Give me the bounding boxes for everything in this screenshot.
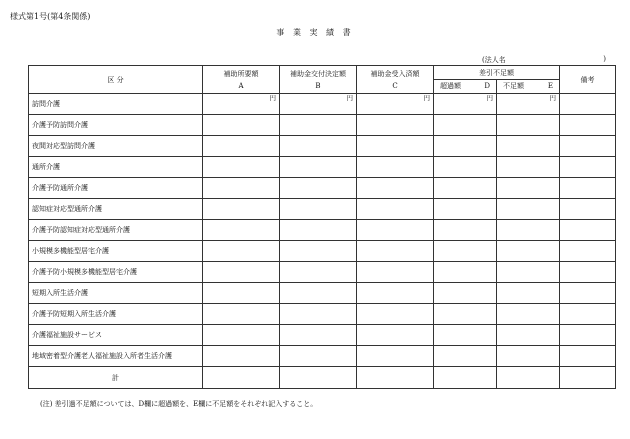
row-label: 小規模多機能型居宅介護 bbox=[29, 241, 203, 262]
form-number: 様式第1号(第4条関係) bbox=[10, 12, 91, 21]
cell-d: 円 bbox=[434, 94, 497, 115]
row-label: 通所介護 bbox=[29, 157, 203, 178]
cell-d bbox=[434, 115, 497, 136]
row-label: 短期入所生活介護 bbox=[29, 283, 203, 304]
table-row bbox=[29, 115, 616, 136]
cell-c: 円 bbox=[357, 94, 434, 115]
corporation-name-label: (法人名 bbox=[482, 56, 506, 64]
cell-c bbox=[357, 262, 434, 283]
row-label: 夜間対応型訪問介護 bbox=[29, 136, 203, 157]
header-col-b-letter: B bbox=[315, 81, 321, 90]
cell-remarks bbox=[560, 220, 616, 241]
corporation-name-close: ) bbox=[603, 55, 606, 63]
document-title: 事 業 実 績 書 bbox=[276, 28, 354, 37]
cell-b bbox=[280, 157, 357, 178]
total-label: 計 bbox=[29, 367, 203, 389]
row-label: 介護予防認知症対応型通所介護 bbox=[29, 220, 203, 241]
cell-remarks bbox=[560, 178, 616, 199]
total-d bbox=[434, 367, 497, 389]
header-col-a-letter: A bbox=[238, 81, 244, 90]
corporation-name-field bbox=[482, 55, 606, 65]
row-label: 訪問介護 bbox=[29, 94, 203, 115]
cell-e bbox=[497, 262, 560, 283]
cell-c bbox=[357, 199, 434, 220]
header-col-e-letter: E bbox=[547, 82, 553, 90]
cell-a bbox=[203, 283, 280, 304]
header-col-c-letter: C bbox=[392, 81, 398, 90]
table-row bbox=[29, 304, 616, 325]
cell-e bbox=[497, 220, 560, 241]
cell-d bbox=[434, 325, 497, 346]
footnote: (注) 差引過不足額については、D欄に超過額を、E欄に不足額をそれぞれ記入すること。 bbox=[40, 400, 318, 408]
cell-a bbox=[203, 199, 280, 220]
cell-remarks bbox=[560, 346, 616, 367]
cell-b bbox=[280, 262, 357, 283]
cell-b bbox=[280, 283, 357, 304]
row-label: 介護予防小規模多機能型居宅介護 bbox=[29, 262, 203, 283]
cell-c bbox=[357, 178, 434, 199]
cell-d bbox=[434, 304, 497, 325]
table-row bbox=[29, 325, 616, 346]
row-label: 介護予防通所介護 bbox=[29, 178, 203, 199]
header-col-e bbox=[497, 80, 560, 94]
cell-c bbox=[357, 220, 434, 241]
table-row bbox=[29, 346, 616, 367]
row-label: 認知症対応型通所介護 bbox=[29, 199, 203, 220]
total-a bbox=[203, 367, 280, 389]
total-e bbox=[497, 367, 560, 389]
cell-remarks bbox=[560, 136, 616, 157]
row-label: 介護予防短期入所生活介護 bbox=[29, 304, 203, 325]
header-col-c bbox=[357, 66, 434, 94]
cell-e: 円 bbox=[497, 94, 560, 115]
cell-a: 円 bbox=[203, 94, 280, 115]
cell-d bbox=[434, 346, 497, 367]
total-c bbox=[357, 367, 434, 389]
total-remarks bbox=[560, 367, 616, 389]
cell-d bbox=[434, 178, 497, 199]
cell-remarks bbox=[560, 262, 616, 283]
cell-c bbox=[357, 283, 434, 304]
cell-c bbox=[357, 136, 434, 157]
table-row bbox=[29, 241, 616, 262]
table-row bbox=[29, 178, 616, 199]
cell-c bbox=[357, 325, 434, 346]
cell-b bbox=[280, 199, 357, 220]
cell-b: 円 bbox=[280, 94, 357, 115]
cell-remarks bbox=[560, 157, 616, 178]
cell-a bbox=[203, 220, 280, 241]
table-row bbox=[29, 220, 616, 241]
table-row bbox=[29, 262, 616, 283]
header-col-a-title: 補助所要額 bbox=[223, 69, 259, 78]
row-label: 地域密着型介護老人福祉施設入所者生活介護 bbox=[29, 346, 203, 367]
table-row bbox=[29, 199, 616, 220]
table-row bbox=[29, 283, 616, 304]
cell-e bbox=[497, 283, 560, 304]
cell-e bbox=[497, 346, 560, 367]
total-b bbox=[280, 367, 357, 389]
cell-b bbox=[280, 115, 357, 136]
cell-e bbox=[497, 304, 560, 325]
cell-b bbox=[280, 304, 357, 325]
cell-a bbox=[203, 325, 280, 346]
table-row bbox=[29, 157, 616, 178]
header-diff: 差引不足額 bbox=[434, 66, 560, 80]
cell-c bbox=[357, 346, 434, 367]
results-table bbox=[28, 65, 616, 389]
cell-remarks bbox=[560, 241, 616, 262]
cell-d bbox=[434, 157, 497, 178]
cell-remarks bbox=[560, 283, 616, 304]
header-col-c-title: 補助金受入済額 bbox=[370, 69, 420, 78]
cell-a bbox=[203, 115, 280, 136]
header-col-d-letter: D bbox=[484, 82, 490, 90]
cell-remarks bbox=[560, 304, 616, 325]
cell-c bbox=[357, 115, 434, 136]
cell-a bbox=[203, 136, 280, 157]
cell-e bbox=[497, 178, 560, 199]
cell-d bbox=[434, 262, 497, 283]
header-col-b-title: 補助金交付決定額 bbox=[290, 69, 346, 78]
header-col-d bbox=[434, 80, 497, 94]
table-row bbox=[29, 94, 616, 115]
cell-e bbox=[497, 136, 560, 157]
cell-e bbox=[497, 157, 560, 178]
cell-e bbox=[497, 241, 560, 262]
cell-remarks bbox=[560, 94, 616, 115]
row-label: 介護福祉施設サービス bbox=[29, 325, 203, 346]
table-row bbox=[29, 136, 616, 157]
header-col-a bbox=[203, 66, 280, 94]
cell-c bbox=[357, 157, 434, 178]
header-row-1 bbox=[29, 66, 616, 80]
cell-b bbox=[280, 346, 357, 367]
cell-e bbox=[497, 325, 560, 346]
cell-e bbox=[497, 199, 560, 220]
header-remarks: 備考 bbox=[560, 66, 616, 94]
cell-remarks bbox=[560, 115, 616, 136]
cell-a bbox=[203, 178, 280, 199]
cell-d bbox=[434, 241, 497, 262]
cell-e bbox=[497, 115, 560, 136]
cell-a bbox=[203, 157, 280, 178]
header-category: 区 分 bbox=[29, 66, 203, 94]
cell-a bbox=[203, 346, 280, 367]
cell-a bbox=[203, 262, 280, 283]
cell-b bbox=[280, 136, 357, 157]
cell-remarks bbox=[560, 199, 616, 220]
cell-c bbox=[357, 304, 434, 325]
cell-a bbox=[203, 241, 280, 262]
cell-d bbox=[434, 199, 497, 220]
cell-b bbox=[280, 325, 357, 346]
total-row bbox=[29, 367, 616, 389]
cell-c bbox=[357, 241, 434, 262]
cell-a bbox=[203, 304, 280, 325]
header-col-e-title: 不足額 bbox=[503, 82, 524, 90]
cell-d bbox=[434, 136, 497, 157]
cell-remarks bbox=[560, 325, 616, 346]
row-label: 介護予防訪問介護 bbox=[29, 115, 203, 136]
header-col-d-title: 超過額 bbox=[440, 82, 461, 90]
cell-b bbox=[280, 220, 357, 241]
cell-d bbox=[434, 283, 497, 304]
header-col-b bbox=[280, 66, 357, 94]
cell-b bbox=[280, 178, 357, 199]
cell-d bbox=[434, 220, 497, 241]
cell-b bbox=[280, 241, 357, 262]
